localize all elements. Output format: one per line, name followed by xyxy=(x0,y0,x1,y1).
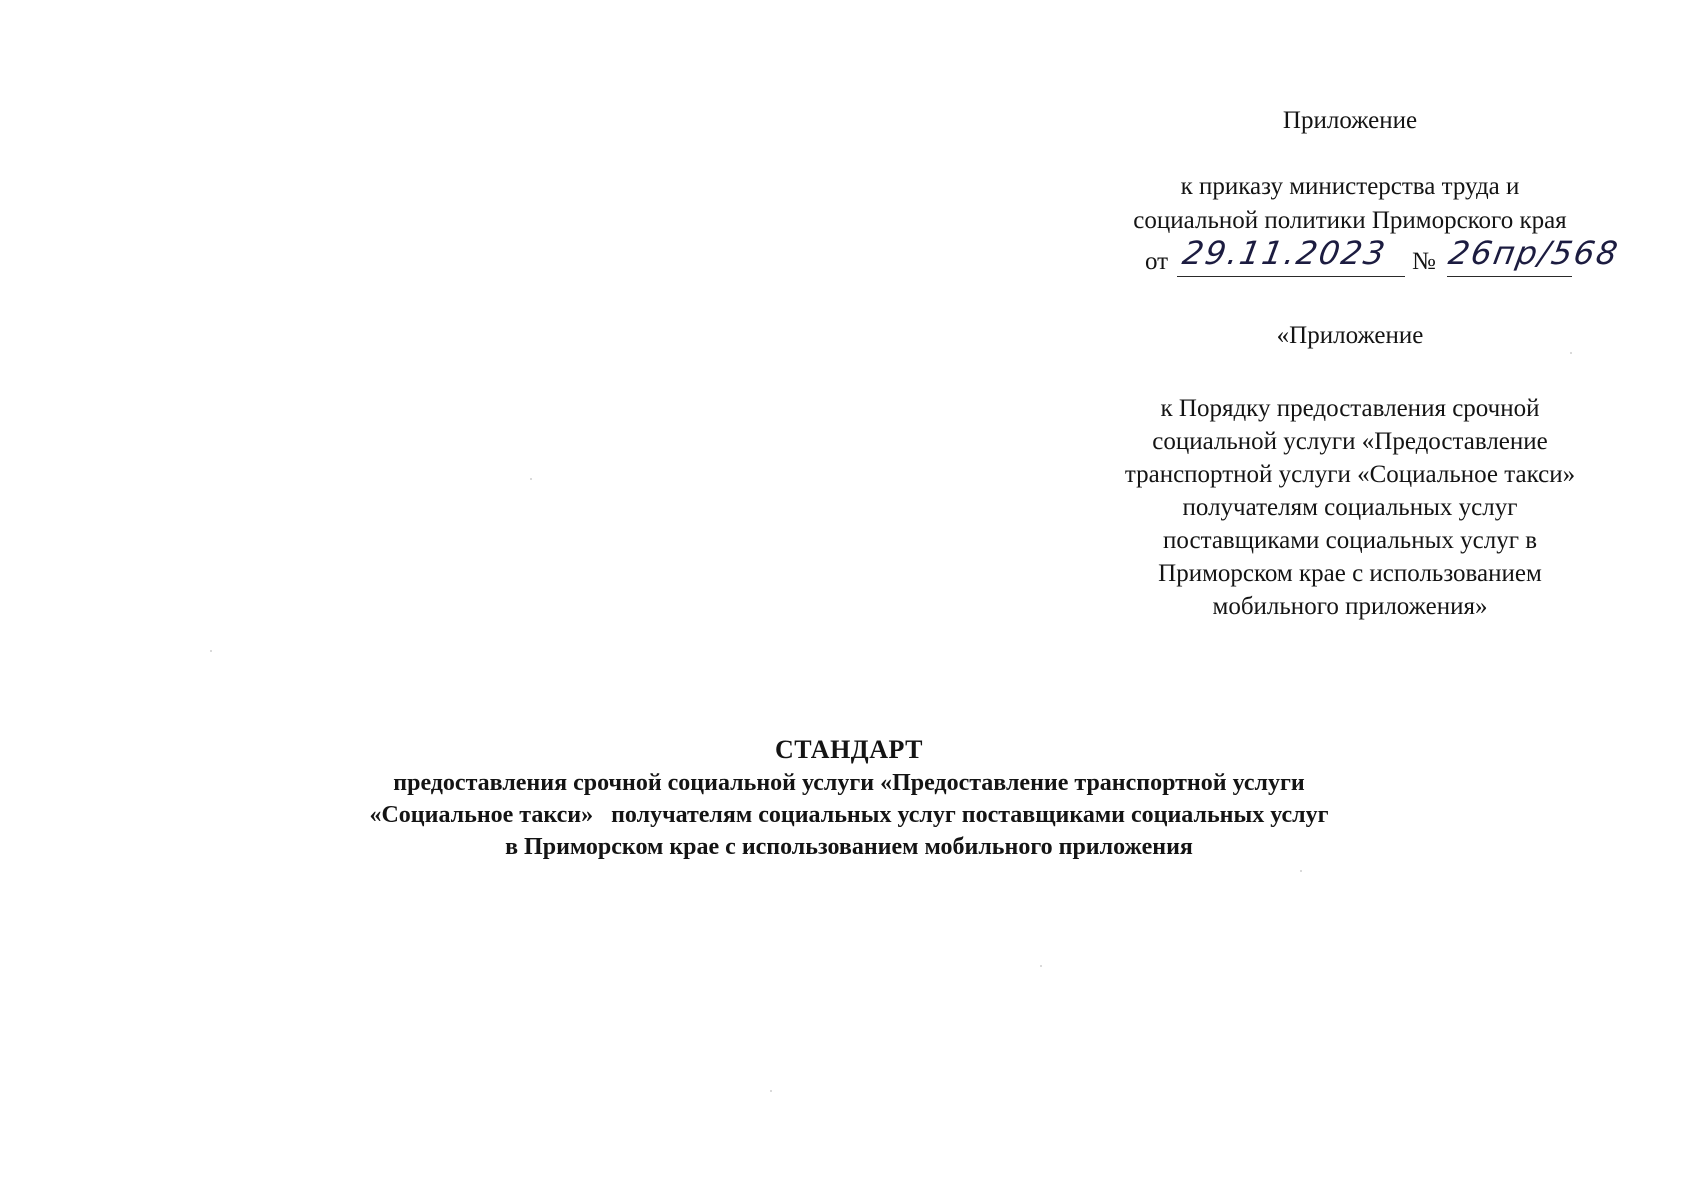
annex-title: Приложение xyxy=(1282,107,1418,134)
standard-subtitle xyxy=(240,767,1458,863)
procedure-line: к Порядку предоставления срочной xyxy=(1160,395,1540,422)
date-field xyxy=(1177,234,1405,277)
scan-speck xyxy=(1300,870,1302,872)
procedure-line: получателям социальных услуг xyxy=(1182,494,1518,521)
standard-subtitle-line: предоставления срочной социальной услуги «Предоставление транспортной услуги xyxy=(393,770,1305,796)
handwritten-date: 29.11.2023 xyxy=(1179,234,1390,272)
annex-order-line-2: социальной политики Приморского края xyxy=(1133,207,1567,234)
standard-heading xyxy=(240,733,1458,863)
standard-subtitle-line: «Социальное такси» получателям социальных услуг поставщиками социальных услуг xyxy=(369,802,1329,828)
standard-title: СТАНДАРТ xyxy=(774,735,924,764)
number-sign: № xyxy=(1412,248,1436,275)
standard-subtitle-line: в Приморском крае с использованием мобильного приложения xyxy=(505,834,1193,860)
scan-speck xyxy=(1040,965,1042,967)
handwritten-number: 26пр/568 xyxy=(1445,234,1623,272)
procedure-line: поставщиками социальных услуг в xyxy=(1162,527,1538,554)
scan-speck xyxy=(530,478,532,480)
date-number-line xyxy=(1085,234,1623,282)
inner-annex-title: «Приложение xyxy=(1276,322,1424,349)
procedure-line: транспортной услуги «Социальное такси» xyxy=(1124,461,1576,488)
number-field xyxy=(1445,234,1623,277)
annex-order-line-1: к приказу министерства труда и xyxy=(1180,173,1520,200)
scan-speck xyxy=(770,1090,772,1092)
procedure-line: социальной услуги «Предоставление xyxy=(1152,428,1548,455)
procedure-reference xyxy=(1085,392,1615,623)
scan-speck xyxy=(1570,352,1572,354)
procedure-line: мобильного приложения» xyxy=(1212,593,1488,620)
procedure-line: Приморском крае с использованием xyxy=(1158,560,1542,587)
scan-speck xyxy=(210,650,212,652)
date-prefix: от xyxy=(1145,248,1169,275)
